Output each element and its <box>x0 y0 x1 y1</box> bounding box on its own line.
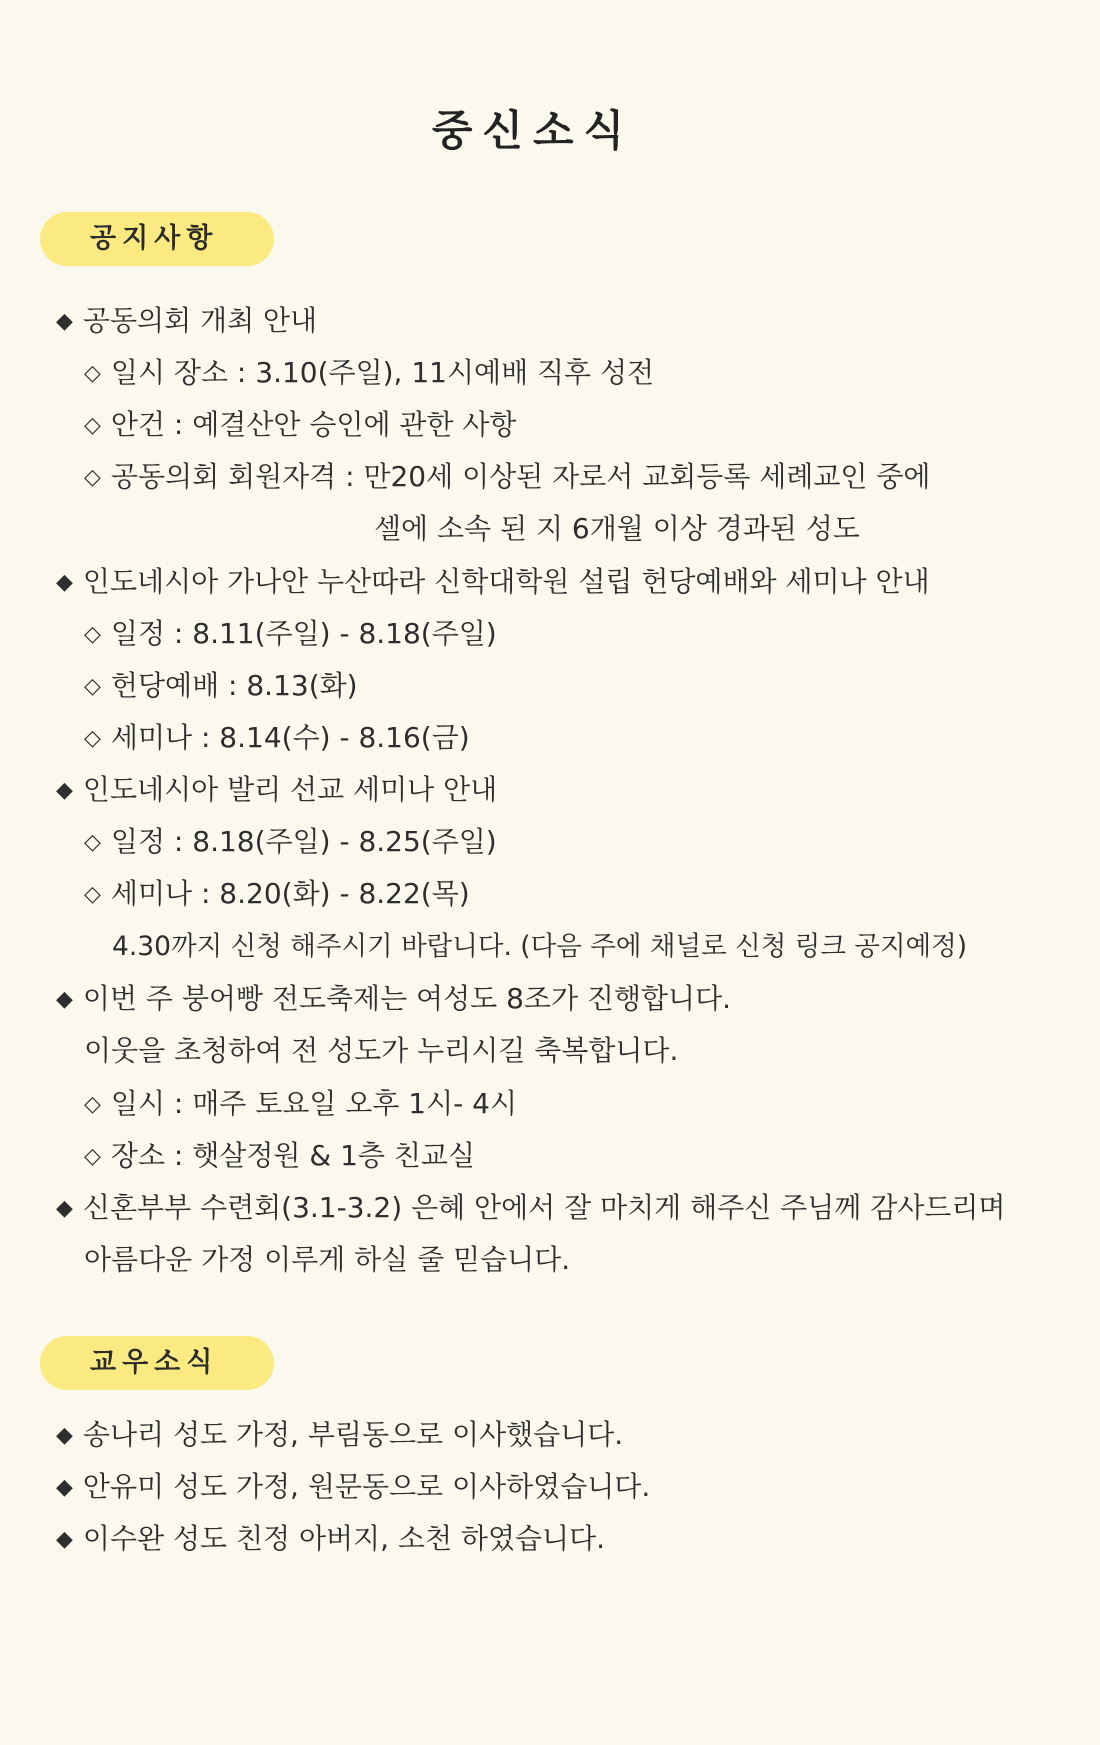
filled-diamond-icon: ◆ <box>56 987 73 1012</box>
section-label-notice: 공지사항 <box>40 212 274 266</box>
notice-item <box>56 301 317 342</box>
notice-subitem-text: 헌당예배 : 8.13(화) <box>110 669 358 702</box>
notice-subitem <box>84 1136 475 1177</box>
notice-subitem-text: 안건 : 예결산안 승인에 관한 사항 <box>110 408 517 441</box>
open-diamond-icon: ◇ <box>84 1092 101 1117</box>
filled-diamond-icon: ◆ <box>56 778 73 803</box>
notice-item-text: 공동의회 개최 안내 <box>82 304 318 337</box>
members-item <box>56 1467 650 1508</box>
notice-subitem <box>84 666 358 707</box>
notice-continuation: 셀에 소속 된 지 6개월 이상 경과된 성도 <box>374 512 860 545</box>
notice-item <box>56 979 731 1020</box>
notice-subitem <box>84 822 497 863</box>
notice-subitem-text: 공동의회 회원자격 : 만20세 이상된 자로서 교회등록 세례교인 중에 <box>110 460 931 493</box>
filled-diamond-icon: ◆ <box>56 1475 73 1500</box>
members-item <box>56 1415 623 1456</box>
open-diamond-icon: ◇ <box>84 830 101 855</box>
members-item <box>56 1519 605 1560</box>
open-diamond-icon: ◇ <box>84 622 101 647</box>
members-item-text: 송나리 성도 가정, 부림동으로 이사했습니다. <box>82 1418 624 1451</box>
open-diamond-icon: ◇ <box>84 882 101 907</box>
members-item-text: 안유미 성도 가정, 원문동으로 이사하였습니다. <box>82 1470 651 1503</box>
open-diamond-icon: ◇ <box>84 1144 101 1169</box>
open-diamond-icon: ◇ <box>84 465 101 490</box>
notice-subitem-text: 일시 장소 : 3.10(주일), 11시예배 직후 성전 <box>110 356 655 389</box>
notice-subitem-text: 세미나 : 8.14(수) - 8.16(금) <box>110 721 470 754</box>
open-diamond-icon: ◇ <box>84 726 101 751</box>
page-title: 중신소식 <box>431 106 635 155</box>
notice-item-text: 인도네시아 가나안 누산따라 신학대학원 설립 헌당예배와 세미나 안내 <box>82 565 930 598</box>
notice-continuation: 이웃을 초청하여 전 성도가 누리시길 축복합니다. <box>84 1034 679 1067</box>
notice-item <box>56 1188 1005 1229</box>
notice-subitem <box>84 1084 517 1125</box>
filled-diamond-icon: ◆ <box>56 1423 73 1448</box>
notice-subitem <box>84 353 654 394</box>
filled-diamond-icon: ◆ <box>56 1196 73 1221</box>
filled-diamond-icon: ◆ <box>56 1527 73 1552</box>
notice-subitem <box>84 405 516 446</box>
filled-diamond-icon: ◆ <box>56 570 73 595</box>
open-diamond-icon: ◇ <box>84 413 101 438</box>
notice-subitem-text: 일정 : 8.18(주일) - 8.25(주일) <box>110 825 497 858</box>
notice-subitem <box>84 457 930 498</box>
notice-subitem <box>84 718 470 759</box>
notice-subitem-text: 세미나 : 8.20(화) - 8.22(목) <box>110 877 470 910</box>
notice-item <box>56 562 930 603</box>
notice-continuation: 아름다운 가정 이루게 하실 줄 믿습니다. <box>84 1243 571 1276</box>
notice-item-text: 이번 주 붕어빵 전도축제는 여성도 8조가 진행합니다. <box>82 982 732 1015</box>
notice-item <box>56 770 497 811</box>
notice-item-text: 신혼부부 수련회(3.1-3.2) 은혜 안에서 잘 마치게 해주신 주님께 감사드리며 <box>82 1191 1006 1224</box>
notice-subitem-text: 일시 : 매주 토요일 오후 1시- 4시 <box>110 1087 518 1120</box>
members-item-text: 이수완 성도 친정 아버지, 소천 하였습니다. <box>82 1522 606 1555</box>
filled-diamond-icon: ◆ <box>56 309 73 334</box>
notice-subitem-text: 장소 : 햇살정원 & 1층 친교실 <box>110 1139 475 1172</box>
notice-item-text: 인도네시아 발리 선교 세미나 안내 <box>82 773 498 806</box>
notice-continuation: 4.30까지 신청 해주시기 바랍니다. (다음 주에 채널로 신청 링크 공지예정) <box>112 931 968 962</box>
open-diamond-icon: ◇ <box>84 361 101 386</box>
notice-subitem <box>84 614 497 655</box>
notice-subitem-text: 일정 : 8.11(주일) - 8.18(주일) <box>110 617 497 650</box>
notice-subitem <box>84 874 470 915</box>
open-diamond-icon: ◇ <box>84 674 101 699</box>
section-label-members: 교우소식 <box>40 1336 274 1390</box>
